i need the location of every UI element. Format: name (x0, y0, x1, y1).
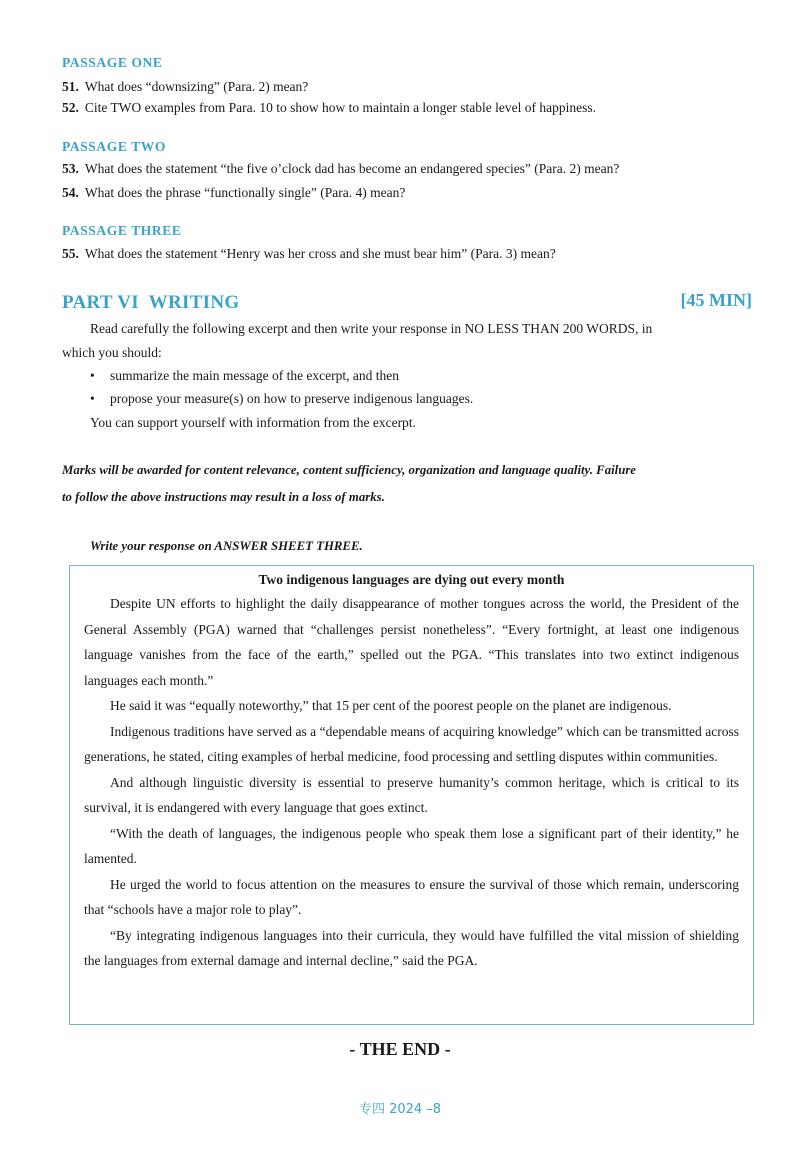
support-text: You can support yourself with information from the excerpt. (90, 415, 416, 430)
question-52 (62, 100, 596, 116)
bullet-text: summarize the main message of the excerpt, and then (110, 368, 400, 383)
the-end-label: - THE END - (349, 1039, 451, 1059)
excerpt-title: Two indigenous languages are dying out every month (258, 572, 565, 587)
passage-three-heading: PASSAGE THREE (62, 223, 182, 238)
bullet-icon: • (90, 391, 95, 406)
page-footer: 专四 2024 –8 (358, 1102, 442, 1117)
question-text: What does the statement “the five o’clock dad has become an endangered species” (Para. 2) mean? (84, 161, 620, 176)
passage-two-heading: PASSAGE TWO (62, 139, 167, 154)
question-text: What does “downsizing” (Para. 2) mean? (84, 79, 309, 94)
question-55 (62, 246, 556, 262)
excerpt-box (69, 565, 754, 1025)
excerpt-paragraph: And although linguistic diversity is essential to preserve humanity’s common heritage, which is critical to its survival, it is endangered with every language that goes extinct. (84, 774, 739, 815)
excerpt-paragraph: Despite UN efforts to highlight the daily disappearance of mother tongues across the world, the President of the General Assembly (PGA) warned that “challenges persist nonetheless”. “Every fortnight, at least one indigenous language vanishes from the face of the earth,” spelled out the PGA. “This translates into two extinct indigenous languages each month.” (84, 596, 739, 688)
question-number: 51. (62, 79, 79, 94)
instruction-line-1: Read carefully the following excerpt and then write your response in NO LESS THAN 200 WORDS, in (90, 321, 653, 336)
bullet-item (90, 368, 399, 384)
excerpt-paragraph: He said it was “equally noteworthy,” that 15 per cent of the poorest people on the planet are indigenous. (110, 698, 672, 713)
bullet-text: propose your measure(s) on how to preserve indigenous languages. (110, 391, 474, 406)
question-text: What does the statement “Henry was her cross and she must bear him” (Para. 3) mean? (84, 246, 556, 261)
bullet-item (90, 391, 473, 407)
excerpt-paragraph: He urged the world to focus attention on the measures to ensure the survival of those which remain, underscoring that “schools have a major role to play”. (84, 876, 739, 917)
question-51 (62, 79, 308, 95)
instruction-line-2: which you should: (62, 345, 162, 360)
question-number: 53. (62, 161, 79, 176)
part-title: PART VI WRITING (62, 292, 240, 313)
question-53 (62, 161, 619, 177)
passage-one-heading: PASSAGE ONE (62, 55, 163, 70)
question-number: 55. (62, 246, 79, 261)
excerpt-paragraph: “With the death of languages, the indigenous people who speak them lose a significant part of their identity,” he lamented. (84, 825, 739, 866)
excerpt-paragraph: “By integrating indigenous languages into their curricula, they would have fulfilled the vital mission of shielding the languages from external damage and internal decline,” said the PGA. (84, 927, 739, 968)
answer-sheet-instruction: Write your response on ANSWER SHEET THREE. (90, 539, 363, 553)
marks-line-1: Marks will be awarded for content relevance, content sufficiency, organization and language quality. Failure (62, 463, 636, 477)
question-number: 52. (62, 100, 79, 115)
part-time: [45 MIN] (680, 290, 752, 310)
question-number: 54. (62, 185, 79, 200)
question-text: What does the phrase “functionally single” (Para. 4) mean? (84, 185, 406, 200)
marks-line-2: to follow the above instructions may result in a loss of marks. (62, 490, 385, 504)
bullet-icon: • (90, 368, 95, 383)
excerpt-paragraph: Indigenous traditions have served as a “dependable means of acquiring knowledge” which can be transmitted across generations, he stated, citing examples of herbal medicine, food processing and settling disputes within communities. (84, 723, 739, 764)
question-54 (62, 185, 405, 201)
question-text: Cite TWO examples from Para. 10 to show how to maintain a longer stable level of happiness. (84, 100, 597, 115)
